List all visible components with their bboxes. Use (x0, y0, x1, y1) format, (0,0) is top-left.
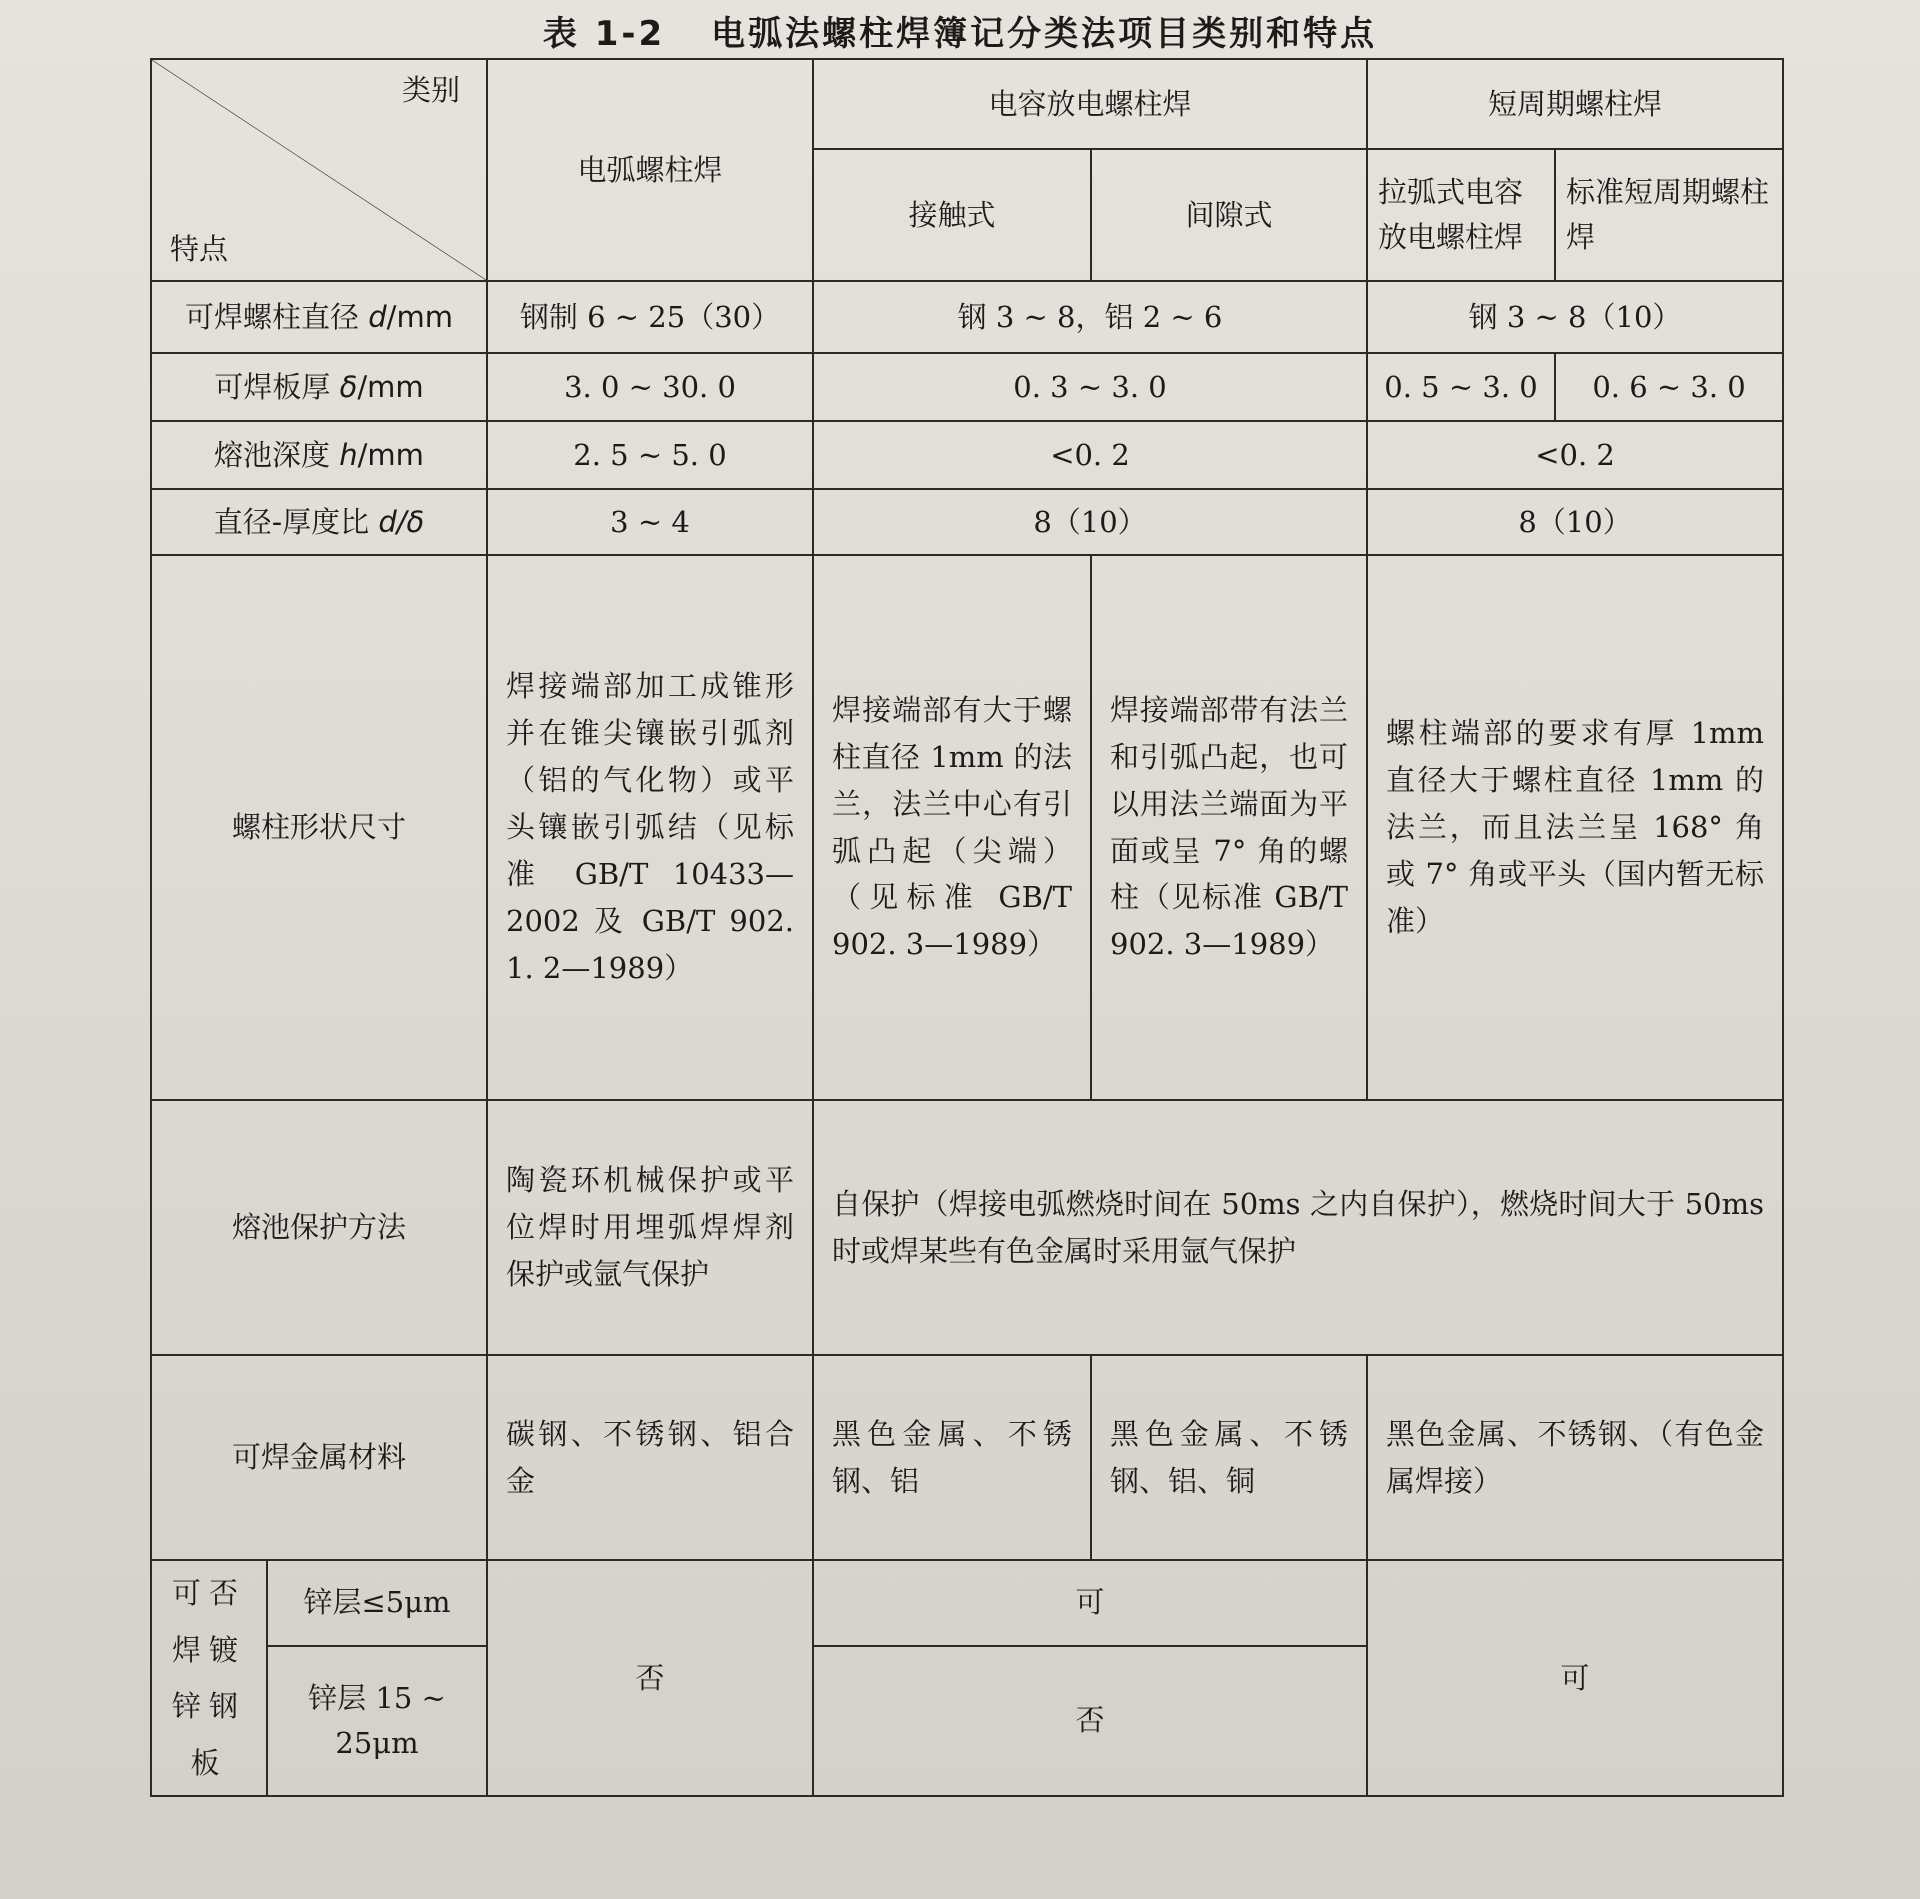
row-thickness (151, 353, 1783, 421)
cell-galvanized-cd-thin: 可 (813, 1560, 1367, 1646)
row-shape (151, 555, 1783, 1100)
header-cd-gap: 间隙式 (1091, 149, 1367, 281)
row-protection (151, 1100, 1783, 1355)
cell-material-sc: 黑色金属、不锈钢、（有色金属焊接） (1367, 1355, 1783, 1560)
row-label-thickness: 可焊板厚 δ/mm (151, 353, 487, 421)
header-corner-cell (151, 59, 487, 281)
cell-thickness-cd: 0. 3 ~ 3. 0 (813, 353, 1367, 421)
cell-shape-cd-gap: 焊接端部带有法兰和引弧凸起，也可以用法兰端面为平面或呈 7° 角的螺柱（见标准 GB/T 902. 3—1989） (1091, 555, 1367, 1100)
header-short-cycle: 短周期螺柱焊 (1367, 59, 1783, 149)
cell-protection-arc: 陶瓷环机械保护或平位焊时用埋弧焊焊剂保护或氩气保护 (487, 1100, 813, 1355)
table-caption (0, 6, 1920, 55)
row-galvanized-thin (151, 1560, 1783, 1646)
row-label-depth: 熔池深度 h/mm (151, 421, 487, 489)
cell-galvanized-cd-thick: 否 (813, 1646, 1367, 1797)
header-sc-standard: 标准短周期螺柱焊 (1555, 149, 1783, 281)
cell-depth-sc: <0. 2 (1367, 421, 1783, 489)
cell-diameter-cd: 钢 3 ~ 8，铝 2 ~ 6 (813, 281, 1367, 353)
header-capacitor-discharge: 电容放电螺柱焊 (813, 59, 1367, 149)
cell-galvanized-arc: 否 (487, 1560, 813, 1796)
table-number: 表 1-2 (542, 14, 666, 54)
cell-thickness-arc: 3. 0 ~ 30. 0 (487, 353, 813, 421)
cell-material-arc: 碳钢、不锈钢、铝合金 (487, 1355, 813, 1560)
row-depth (151, 421, 1783, 489)
header-cd-contact: 接触式 (813, 149, 1091, 281)
row-label-ratio: 直径-厚度比 d/δ (151, 489, 487, 555)
cell-material-cd-gap: 黑色金属、不锈钢、铝、铜 (1091, 1355, 1367, 1560)
cell-depth-cd: <0. 2 (813, 421, 1367, 489)
cell-galvanized-sc: 可 (1367, 1560, 1783, 1796)
header-arc-stud-welding: 电弧螺柱焊 (487, 59, 813, 281)
cell-ratio-arc: 3 ~ 4 (487, 489, 813, 555)
cell-zinc-thick: 锌层 15 ~ 25μm (267, 1646, 487, 1797)
cell-shape-sc: 螺柱端部的要求有厚 1mm 直径大于螺柱直径 1mm 的法兰，而且法兰呈 168° 角或 7° 角或平头（国内暂无标准） (1367, 555, 1783, 1100)
row-diameter (151, 281, 1783, 353)
row-label-material: 可焊金属材料 (151, 1355, 487, 1560)
stud-welding-classification-table (150, 58, 1784, 1797)
row-label-shape: 螺柱形状尺寸 (151, 555, 487, 1100)
cell-thickness-sc-std: 0. 6 ~ 3. 0 (1555, 353, 1783, 421)
cell-material-cd-contact: 黑色金属、不锈钢、铝 (813, 1355, 1091, 1560)
header-feature-label: 特点 (170, 232, 229, 267)
row-material (151, 1355, 1783, 1560)
cell-ratio-cd: 8（10） (813, 489, 1367, 555)
row-label-diameter: 可焊螺柱直径 d/mm (151, 281, 487, 353)
cell-zinc-thin: 锌层≤5μm (267, 1560, 487, 1646)
cell-diameter-sc: 钢 3 ~ 8（10） (1367, 281, 1783, 353)
cell-protection-other: 自保护（焊接电弧燃烧时间在 50ms 之内自保护），燃烧时间大于 50ms 时或焊某些有色金属时采用氩气保护 (813, 1100, 1783, 1355)
header-sc-drawn-arc: 拉弧式电容放电螺柱焊 (1367, 149, 1555, 281)
header-category-label: 类别 (401, 73, 460, 107)
cell-depth-arc: 2. 5 ~ 5. 0 (487, 421, 813, 489)
row-ratio (151, 489, 1783, 555)
cell-ratio-sc: 8（10） (1367, 489, 1783, 555)
row-label-protection: 熔池保护方法 (151, 1100, 487, 1355)
row-label-galvanized: 可否焊镀锌钢板 (151, 1560, 267, 1796)
cell-shape-cd-contact: 焊接端部有大于螺柱直径 1mm 的法兰，法兰中心有引弧凸起（尖端）（见标准 GB/T 902. 3—1989） (813, 555, 1091, 1100)
cell-thickness-sc-draw: 0. 5 ~ 3. 0 (1367, 353, 1555, 421)
table-title: 电弧法螺柱焊簿记分类法项目类别和特点 (711, 14, 1378, 54)
cell-diameter-arc: 钢制 6 ~ 25（30） (487, 281, 813, 353)
cell-shape-arc: 焊接端部加工成锥形并在锥尖镶嵌引弧剂（铝的气化物）或平头镶嵌引弧结（见标准 GB/T 10433—2002 及 GB/T 902. 1. 2—1989） (487, 555, 813, 1100)
